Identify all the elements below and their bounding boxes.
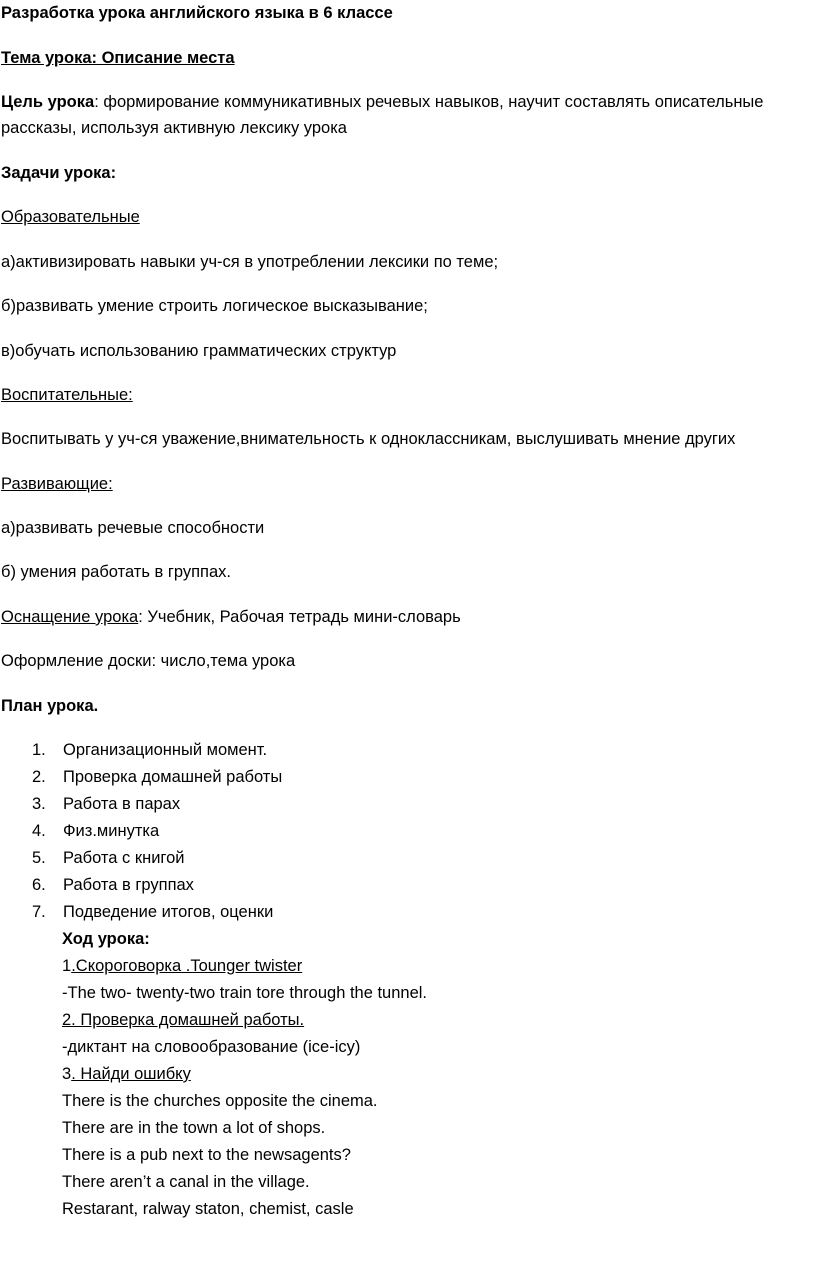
developing-item-b: б) умения работать в группах. xyxy=(1,563,231,581)
list-number: 3. xyxy=(32,795,46,813)
list-text: Подведение итогов, оценки xyxy=(63,903,274,921)
sentence-line: There are in the town a lot of shops. xyxy=(62,1119,326,1137)
step-1-label: .Скороговорка .Tounger twister xyxy=(71,957,303,975)
educational-item-c: в)обучать использованию грамматических структур xyxy=(1,342,397,360)
list-number: 7. xyxy=(32,903,46,921)
list-number: 1. xyxy=(32,741,46,759)
tasks-heading: Задачи урока: xyxy=(1,164,117,182)
doc-title: Разработка урока английского языка в 6 классе xyxy=(1,4,393,22)
list-number: 5. xyxy=(32,849,46,867)
list-text: Работа с книгой xyxy=(63,849,185,867)
developing-heading: Развивающие: xyxy=(1,475,113,493)
board-design: Оформление доски: число,тема урока xyxy=(1,652,296,670)
sentence-line: There is a pub next to the newsagents? xyxy=(62,1146,351,1164)
list-text: Работа в парах xyxy=(63,795,181,813)
equipment xyxy=(1,607,461,627)
step-3-number: 3 xyxy=(62,1065,72,1083)
equipment-text: : Учебник, Рабочая тетрадь мини-словарь xyxy=(138,608,461,626)
list-number: 6. xyxy=(32,876,46,894)
course-heading: Ход урока: xyxy=(62,930,150,948)
equipment-label: Оснащение урока xyxy=(1,608,139,626)
educational-item-b: б)развивать умение строить логическое высказывание; xyxy=(1,297,428,315)
list-text: Проверка домашней работы xyxy=(63,768,283,786)
step-2-title: 2. Проверка домашней работы. xyxy=(62,1011,305,1029)
upbringing-heading: Воспитательные: xyxy=(1,386,133,404)
step-1-title xyxy=(62,956,302,976)
step-1-number: 1 xyxy=(62,957,72,975)
goal-text: : формирование коммуникативных речевых навыков, научит составлять описательные рассказы, используя активную лексику урока xyxy=(1,93,764,137)
sentence-line: There aren’t a canal in the village. xyxy=(62,1173,310,1191)
step-3-label: . Найди ошибку xyxy=(71,1065,191,1083)
list-number: 2. xyxy=(32,768,46,786)
sentence-line: Restarant, ralway staton, chemist, casle xyxy=(62,1200,354,1218)
list-text: Организационный момент. xyxy=(63,741,268,759)
list-text: Физ.минутка xyxy=(63,822,160,840)
lesson-goal xyxy=(1,89,811,141)
step-1-text: -The two- twenty-two train tore through the tunnel. xyxy=(62,984,428,1002)
step-3-title xyxy=(62,1064,191,1084)
educational-heading: Образовательные xyxy=(1,208,140,226)
sentence-line: There is the churches opposite the cinema. xyxy=(62,1092,378,1110)
step-2-text: -диктант на словообразование (ice-icy) xyxy=(62,1038,361,1056)
list-number: 4. xyxy=(32,822,46,840)
goal-label: Цель урока xyxy=(1,93,95,111)
developing-item-a: а)развивать речевые способности xyxy=(1,519,265,537)
lesson-topic: Тема урока: Описание места xyxy=(1,49,235,67)
educational-item-a: а)активизировать навыки уч-ся в употреблении лексики по теме; xyxy=(1,253,499,271)
list-text: Работа в группах xyxy=(63,876,194,894)
upbringing-text: Воспитывать у уч-ся уважение,внимательность к одноклассникам, выслушивать мнение других xyxy=(1,430,736,448)
plan-heading: План урока. xyxy=(1,697,99,715)
